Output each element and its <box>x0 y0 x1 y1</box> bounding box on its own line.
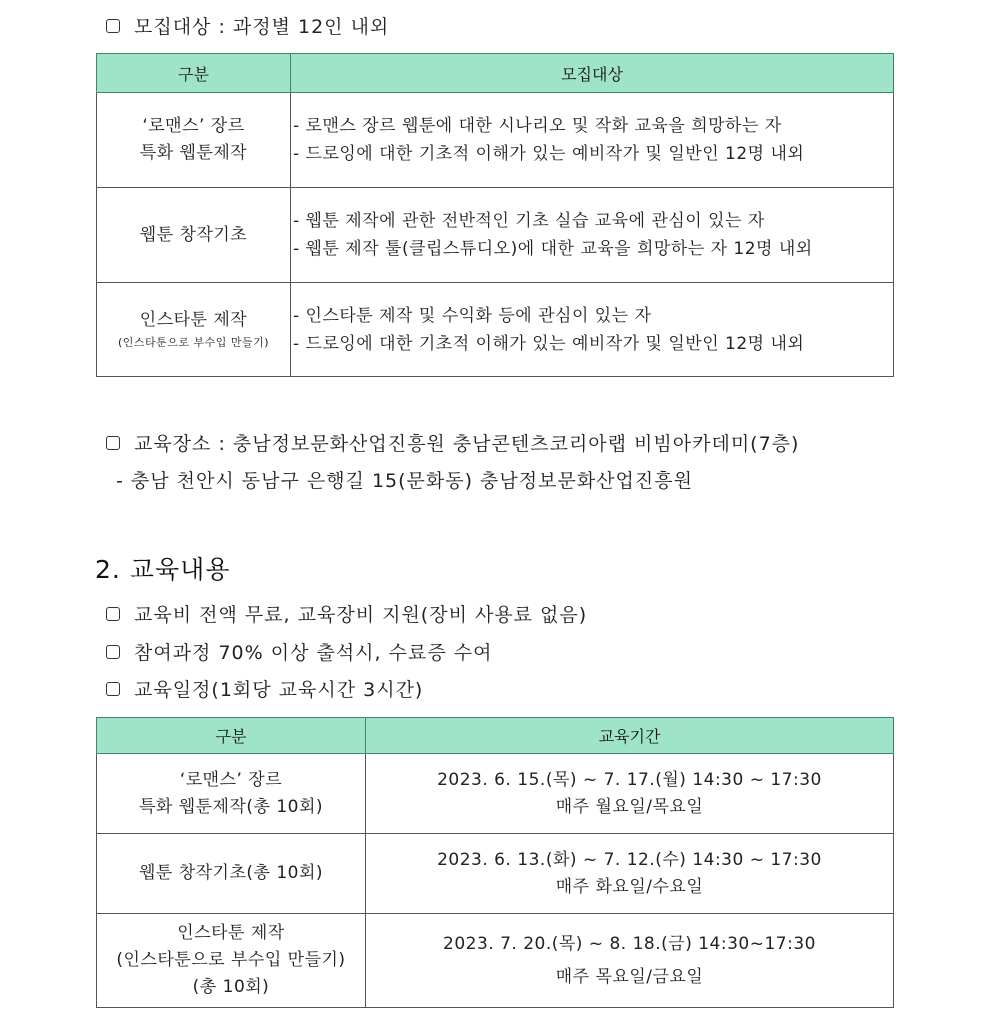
content-text: 참여과정 70% 이상 출석시, 수료증 수여 <box>134 642 493 664</box>
place-line <box>106 429 799 456</box>
target-desc-line: - 드로잉에 대한 기초적 이해가 있는 예비작가 및 일반인 12명 내외 <box>293 333 805 354</box>
course-name-line: 웹툰 창작기초 <box>139 224 248 245</box>
course-name-line: 웹툰 창작기초(총 10회) <box>138 863 324 883</box>
course-name-cell <box>97 283 291 377</box>
target-desc-cell <box>291 283 894 377</box>
target-desc-line: - 웹툰 제작에 관한 전반적인 기초 실습 교육에 관심이 있는 자 <box>293 211 765 231</box>
content-line <box>106 600 587 627</box>
header-category: 구분 <box>97 54 291 93</box>
content-line <box>106 638 492 665</box>
table-row <box>97 834 894 914</box>
target-desc-cell <box>291 93 894 188</box>
table-row <box>97 914 894 1008</box>
table-row <box>97 283 894 377</box>
header-category: 구분 <box>97 718 366 754</box>
checkbox-square-icon <box>106 436 120 450</box>
target-desc-line: - 인스타툰 제작 및 수익화 등에 관심이 있는 자 <box>293 305 652 326</box>
table-row <box>97 188 894 283</box>
recruit-target-line <box>106 12 389 39</box>
course-name-cell <box>97 834 366 914</box>
checkbox-square-icon <box>106 682 120 696</box>
target-desc-line: - 로맨스 장르 웹툰에 대한 시나리오 및 작화 교육을 희망하는 자 <box>293 116 782 136</box>
period-date-line: 2023. 6. 13.(화) ~ 7. 12.(수) 14:30 ~ 17:30 <box>437 849 822 870</box>
recruit-table <box>96 53 894 377</box>
period-date-line: 2023. 7. 20.(목) ~ 8. 18.(금) 14:30~17:30 <box>443 933 816 954</box>
table-header-row <box>97 718 894 754</box>
target-desc-cell <box>291 188 894 283</box>
period-cell <box>366 754 894 834</box>
table-row <box>97 754 894 834</box>
period-day-line: 매주 목요일/금요일 <box>555 966 704 987</box>
table-row <box>97 93 894 188</box>
checkbox-square-icon <box>106 607 120 621</box>
course-name-line: (총 10회) <box>192 977 270 997</box>
content-text: 교육비 전액 무료, 교육장비 지원(장비 사용료 없음) <box>134 604 588 626</box>
course-name-line: (인스타툰으로 부수입 만들기) <box>116 950 346 970</box>
table-header-row <box>97 54 894 93</box>
checkbox-square-icon <box>106 645 120 659</box>
course-name-line: 특화 웹툰제작(총 10회) <box>138 796 324 817</box>
course-name-cell <box>97 914 366 1008</box>
checkbox-square-icon <box>106 19 120 33</box>
schedule-table <box>96 717 894 1008</box>
course-name-line: 인스타툰 제작 <box>139 310 248 330</box>
target-desc-line: - 드로잉에 대한 기초적 이해가 있는 예비작가 및 일반인 12명 내외 <box>293 144 805 164</box>
period-cell <box>366 914 894 1008</box>
course-name-cell <box>97 93 291 188</box>
period-day-line: 매주 화요일/수요일 <box>555 876 704 897</box>
course-name-cell <box>97 754 366 834</box>
header-target: 모집대상 <box>291 54 894 93</box>
section-title: 2. 교육내용 <box>95 555 231 584</box>
content-text: 교육일정(1회당 교육시간 3시간) <box>134 679 424 701</box>
course-name-line: 특화 웹툰제작 <box>139 143 248 163</box>
course-name-cell <box>97 188 291 283</box>
period-cell <box>366 834 894 914</box>
place-text: 교육장소 : 충남정보문화산업진흥원 충남콘텐츠코리아랩 비빔아카데미(7층) <box>134 433 800 455</box>
course-name-line: ‘로맨스’ 장르 <box>142 116 245 136</box>
course-name-line: 인스타툰 제작 <box>177 923 285 943</box>
content-line <box>106 675 423 702</box>
address-line: - 충남 천안시 동남구 은행길 15(문화동) 충남정보문화산업진흥원 <box>116 470 693 492</box>
recruit-target-text: 모집대상 : 과정별 12인 내외 <box>134 16 390 38</box>
course-name-line: ‘로맨스’ 장르 <box>179 769 283 790</box>
period-date-line: 2023. 6. 15.(목) ~ 7. 17.(월) 14:30 ~ 17:30 <box>437 769 822 790</box>
course-subtitle: (인스타툰으로 부수입 만들기) <box>117 336 270 349</box>
target-desc-line: - 웹툰 제작 툴(클립스튜디오)에 대한 교육을 희망하는 자 12명 내외 <box>293 239 813 259</box>
period-day-line: 매주 월요일/목요일 <box>555 796 704 817</box>
header-period: 교육기간 <box>366 718 894 754</box>
